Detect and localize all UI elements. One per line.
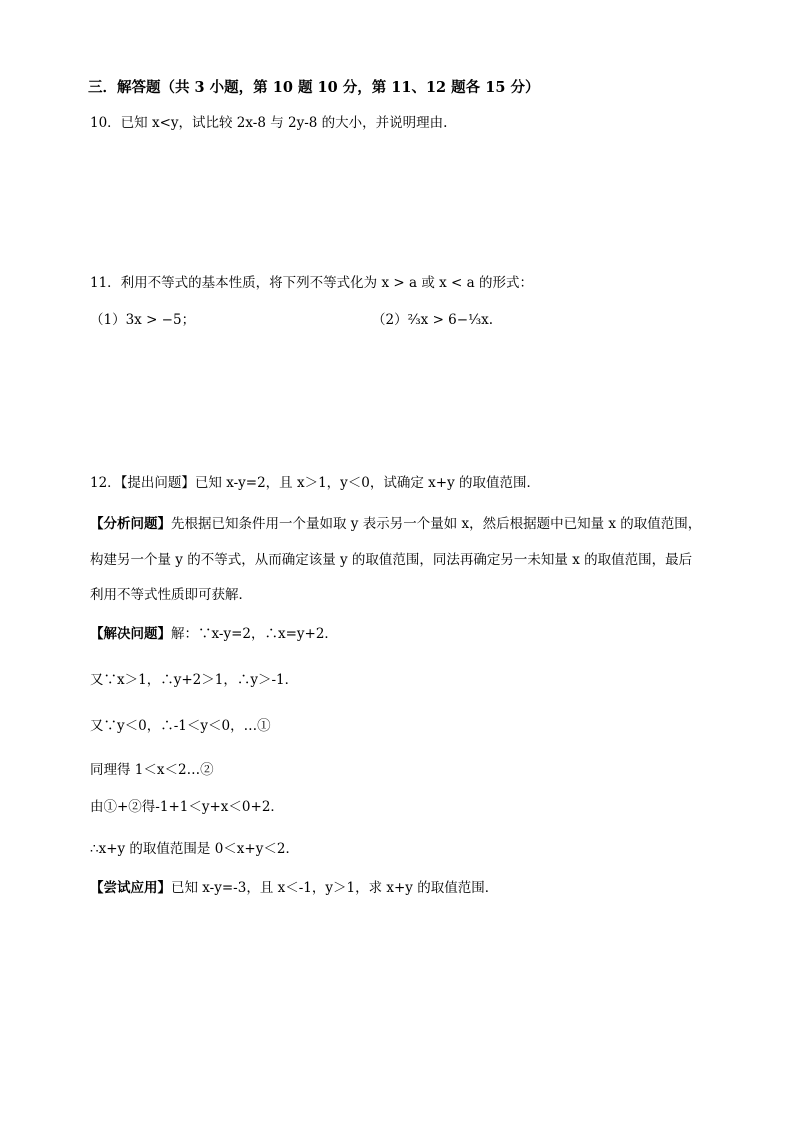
question-11-part-1: （1）3x > −5； (90, 312, 196, 328)
apply-tag: 【尝试应用】 (90, 880, 171, 896)
question-12-stem: 12．【提出问题】已知 x-y=2，且 x＞1，y＜0，试确定 x+y 的取值范围． (90, 475, 541, 491)
analysis-text-1: 先根据已知条件用一个量如取 y 表示另一个量如 x，然后根据题中已知量 x 的取值范围， (171, 516, 702, 532)
section-heading: 三．解答题（共 3 小题，第 10 题 10 分，第 11、12 题各 15 分） (88, 79, 540, 96)
analysis-line-1 (90, 514, 701, 534)
solve-line-1 (90, 624, 338, 644)
solve-tag: 【解决问题】 (90, 626, 171, 642)
question-11-part-2: （2）²⁄₃x > 6−¹⁄₃x. (372, 312, 494, 328)
solve-line-3: 又∵y＜0，∴-1＜y＜0，…① (90, 718, 271, 734)
solve-line-2: 又∵x＞1，∴y+2＞1，∴y＞-1． (90, 672, 299, 688)
question-10: 10．已知 x<y，试比较 2x-8 与 2y-8 的大小，并说明理由. (90, 115, 448, 131)
apply-line (90, 878, 498, 898)
analysis-line-3: 利用不等式性质即可获解． (90, 587, 252, 603)
analysis-line-2: 构建另一个量 y 的不等式，从而确定该量 y 的取值范围，同法再确定另一未知量 x 的取值范围，最后 (90, 552, 693, 568)
solve-text-1: 解：∵x-y=2，∴x=y+2． (171, 626, 338, 642)
solve-line-4: 同理得 1＜x＜2…② (90, 762, 214, 778)
analysis-tag: 【分析问题】 (90, 516, 171, 532)
solve-line-6: ∴x+y 的取值范围是 0＜x+y＜2． (90, 841, 299, 857)
apply-text: 已知 x-y=-3，且 x＜-1，y＞1，求 x+y 的取值范围． (171, 880, 499, 896)
question-11-stem: 11．利用不等式的基本性质，将下列不等式化为 x > a 或 x < a 的形式： (90, 275, 533, 291)
solve-line-5: 由①+②得-1+1＜y+x＜0+2． (90, 799, 284, 815)
